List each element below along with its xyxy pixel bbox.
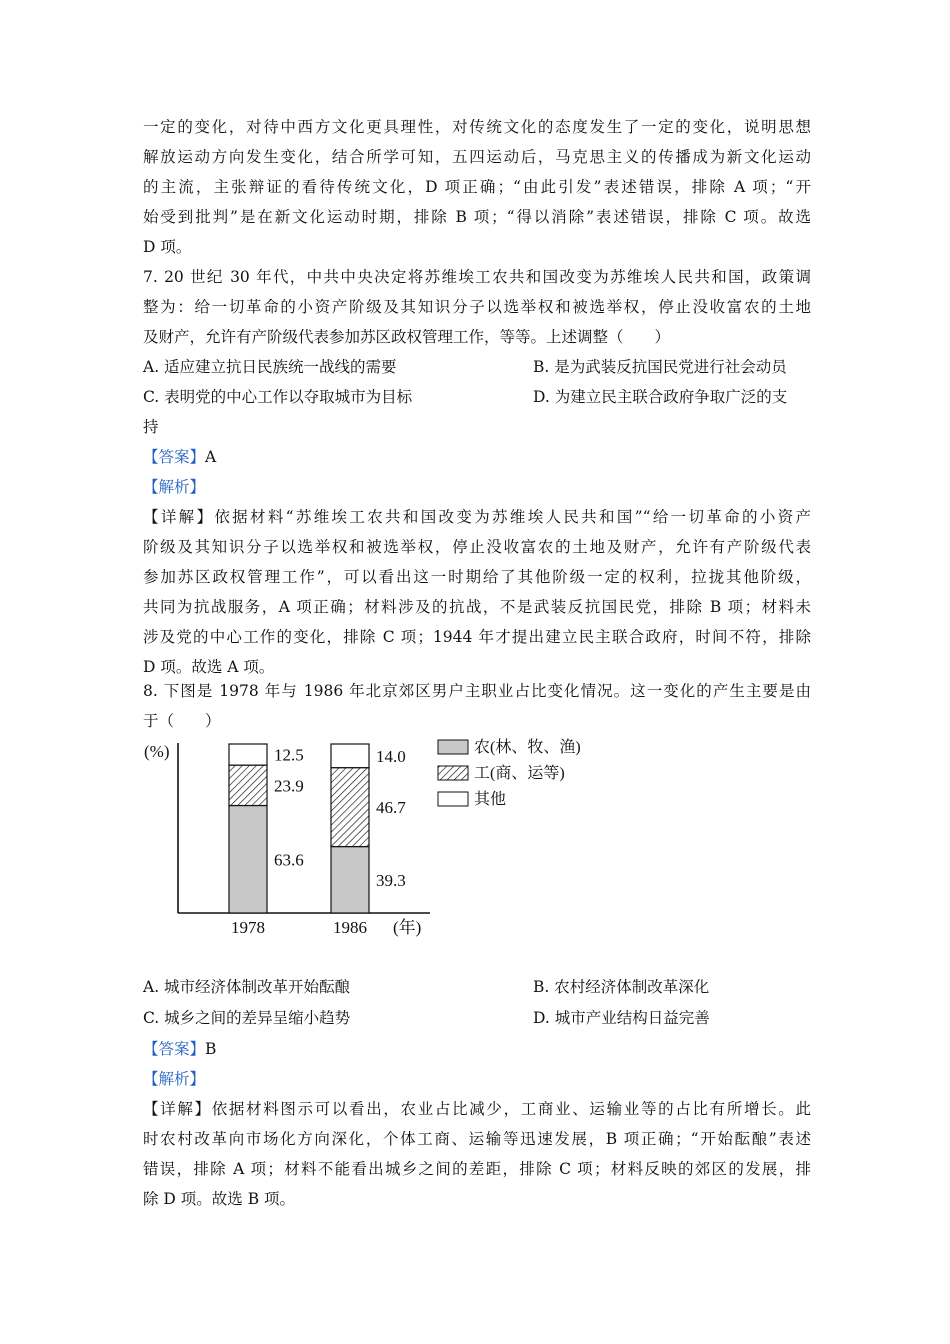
q8-detail-line-3: 错误，排除 A 项；材料不能看出城乡之间的差距，排除 C 项；材料反映的郊区的发展，排: [143, 1160, 811, 1178]
q7-detail-line-3: 参加苏区政权管理工作”，可以看出这一时期给了其他阶级一定的权利，拉拢其他阶级，: [143, 568, 811, 586]
q8-stem-line-1: 8. 下图是 1978 年与 1986 年北京郊区男户主职业占比变化情况。这一变化的产生主要是由: [143, 682, 811, 700]
q7-answer: [143, 442, 216, 472]
q7-option-c: C. 表明党的中心工作以夺取城市为目标: [143, 388, 413, 406]
chart-bars: [229, 744, 406, 913]
intro-line-5: D 项。: [143, 238, 192, 256]
q7-stem: [143, 262, 811, 352]
legend-label-agriculture: 农(林、牧、渔): [474, 739, 581, 756]
q7-detail-line-1: [143, 502, 811, 532]
value-label-1986-other: 14.0: [376, 746, 406, 766]
q7-option-d-continued: 持: [143, 418, 159, 436]
q7-answer-value: A: [205, 448, 217, 466]
q8-detail-line-4: 除 D 项。故选 B 项。: [143, 1190, 296, 1208]
q7-detail-line-6: D 项。故选 A 项。: [143, 658, 275, 676]
chart-ylabel: (%): [144, 742, 170, 761]
q7-stem-line-3: 及财产，允许有产阶级代表参加苏区政权管理工作，等等。上述调整（ ）: [143, 328, 671, 346]
q7-stem-line-1: 7. 20 世纪 30 年代，中共中央决定将苏维埃工农共和国改变为苏维埃人民共和国，政策调: [143, 268, 811, 286]
chart-xlabel: (年): [393, 918, 422, 937]
bar-1986-industry: [331, 768, 369, 847]
q7-option-a: A. 适应建立抗日民族统一战线的需要: [143, 358, 397, 376]
value-label-1978-industry: 23.9: [274, 776, 304, 796]
q8-answer: [143, 1034, 216, 1064]
legend-swatch-industry: [438, 766, 468, 780]
occupation-stacked-bar-chart: [140, 733, 620, 948]
bar-1978-industry: [229, 765, 267, 805]
value-label-1986-industry: 46.7: [376, 798, 406, 818]
q7-analysis-tag: [143, 472, 205, 502]
value-label-1986-agriculture: 39.3: [376, 870, 406, 890]
value-label-1978-other: 12.5: [274, 745, 304, 765]
q8-stem: [143, 676, 811, 736]
q7-detail-text-1: 依据材料“苏维埃工农共和国改变为苏维埃人民共和国”“给一切革命的小资产: [214, 508, 811, 526]
chart-legend: [438, 738, 581, 808]
legend-label-other: 其他: [474, 791, 507, 808]
q8-answer-value: B: [205, 1040, 217, 1058]
q8-detail-tag: 【详解】: [143, 1100, 212, 1118]
legend-swatch-agriculture: [438, 740, 468, 754]
bar-1986-other: [331, 744, 369, 768]
q7-detail-line-4: 共同为抗战服务，A 项正确；材料涉及的抗战，不是武装反抗国民党，排除 B 项；材料未: [143, 598, 811, 616]
q7-detail-line-5: 涉及党的中心工作的变化，排除 C 项；1944 年才提出建立民主联合政府，时间不符，排除: [143, 628, 811, 646]
chart-category-1978: 1978: [231, 918, 265, 937]
intro-line-3: 的主流，主张辩证的看待传统文化，D 项正确；“由此引发”表述错误，排除 A 项；“开: [143, 178, 811, 196]
q8-analysis-tag: [143, 1064, 205, 1094]
intro-line-1: 一定的变化，对待中西方文化更具理性，对传统文化的态度发生了一定的变化，说明思想: [143, 118, 811, 136]
bar-1978-agriculture: [229, 806, 267, 913]
intro-line-4: 始受到批判”是在新文化运动时期，排除 B 项；“得以消除”表述错误，排除 C 项。故选: [143, 208, 811, 226]
q7-stem-line-2: 整为：给一切革命的小资产阶级及其知识分子以选举权和被选举权，停止没收富农的土地: [143, 298, 811, 316]
q8-option-d: D. 城市产业结构日益完善: [533, 1009, 710, 1027]
q8-detail-text-1: 依据材料图示可以看出，农业占比减少，工商业、运输业等的占比有所增长。此: [211, 1100, 811, 1118]
intro-line-2: 解放运动方向发生变化，结合所学可知，五四运动后，马克思主义的传播成为新文化运动: [143, 148, 811, 166]
q7-option-d: D. 为建立民主联合政府争取广泛的支: [533, 388, 788, 406]
q8-detail-line-2: 时农村改革向市场化方向深化，个体工商、运输等迅速发展，B 项正确；“开始酝酿”表述: [143, 1130, 811, 1148]
q8-option-c: C. 城乡之间的差异呈缩小趋势: [143, 1009, 351, 1027]
bar-1978-other: [229, 744, 267, 765]
q8-detail: [143, 1094, 811, 1214]
legend-label-industry: 工(商、运等): [474, 765, 565, 782]
q8-option-b: B. 农村经济体制改革深化: [533, 978, 710, 996]
legend-swatch-other: [438, 792, 468, 806]
q7-answer-tag: 【答案】: [143, 448, 206, 466]
q8-detail-line-1: [143, 1094, 811, 1124]
q7-analysis-label: 【解析】: [143, 478, 206, 496]
q8-stem-line-2: 于（ ）: [143, 712, 221, 730]
value-label-1978-agriculture: 63.6: [274, 850, 304, 870]
intro-paragraph: [143, 112, 811, 262]
q8-analysis-label: 【解析】: [143, 1070, 206, 1088]
q7-detail: [143, 502, 811, 682]
q7-option-b: B. 是为武装反抗国民党进行社会动员: [533, 358, 787, 376]
q7-detail-line-2: 阶级及其知识分子以选举权和被选举权，停止没收富农的土地及财产，允许有产阶级代表: [143, 538, 811, 556]
q8-answer-tag: 【答案】: [143, 1040, 206, 1058]
chart-category-1986: 1986: [333, 918, 367, 937]
q8-option-a: A. 城市经济体制改革开始酝酿: [143, 978, 351, 996]
bar-1986-agriculture: [331, 847, 369, 913]
q7-detail-tag: 【详解】: [143, 508, 215, 526]
